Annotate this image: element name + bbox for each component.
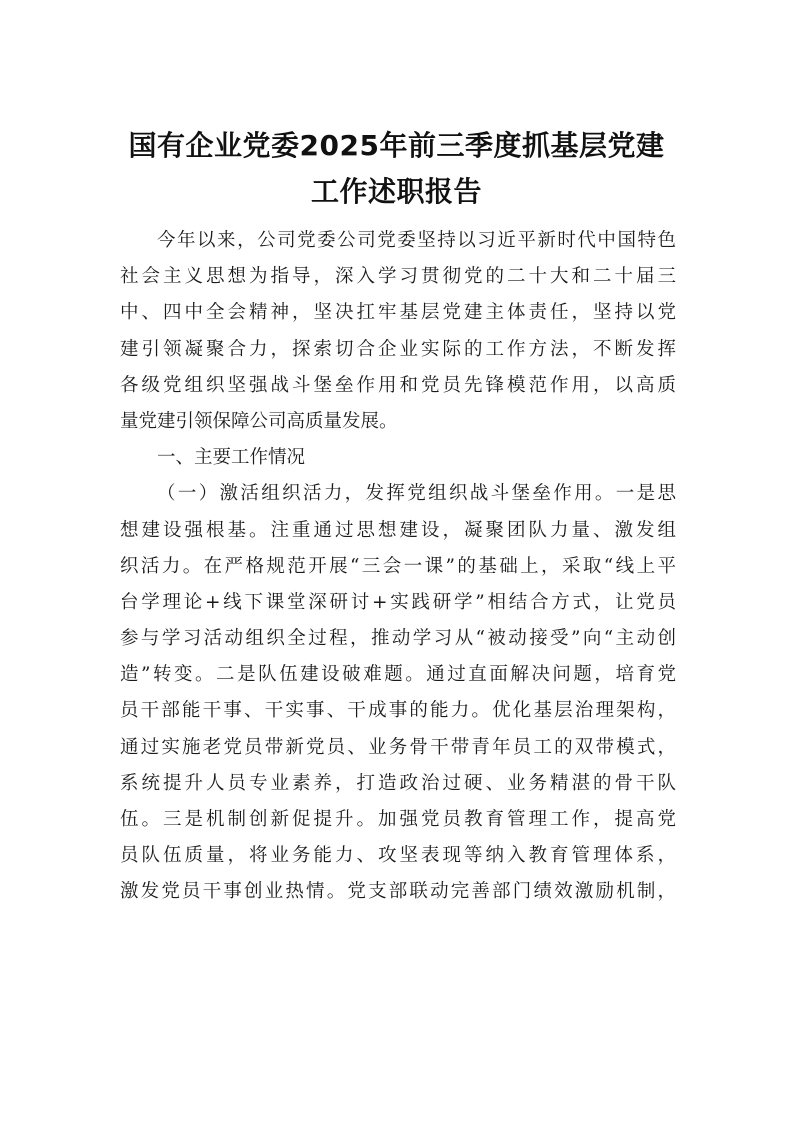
paragraph-section-1 (120, 476, 676, 910)
text-line: 想建设强根基。注重通过思想建设，凝聚团队力量、激发组 (120, 519, 676, 541)
section-heading (120, 440, 676, 476)
text-line: 建引领凝聚合力，探索切合企业实际的工作方法，不断发挥 (120, 338, 676, 360)
document-title-line-1: 国有企业党委2025年前三季度抓基层党建 (128, 129, 665, 162)
text-line: 台学理论+线下课堂深研讨+实践研学”相结合方式，让党员 (120, 591, 676, 613)
document-title-line-2: 工作述职报告 (310, 175, 482, 208)
paragraph-intro (120, 223, 676, 440)
text-line: 系统提升人员专业素养，打造政治过硬、业务精湛的骨干队 (120, 772, 676, 794)
text-line: 各级党组织坚强战斗堡垒作用和党员先锋模范作用，以高质 (120, 374, 676, 396)
document-body (120, 223, 676, 911)
text-line: 中、四中全会精神，坚决扛牢基层党建主体责任，坚持以党 (120, 302, 676, 324)
text-line: 织活力。在严格规范开展“三会一课”的基础上，采取“线上平 (120, 555, 676, 577)
text-line: 员队伍质量，将业务能力、攻坚表现等纳入教育管理体系， (120, 845, 676, 867)
text-line: 量党建引领保障公司高质量发展。 (120, 410, 398, 432)
text-line: 参与学习活动组织全过程，推动学习从“被动接受”向“主动创 (120, 628, 676, 650)
text-line: 伍。三是机制创新促提升。加强党员教育管理工作，提高党 (120, 809, 676, 830)
text-line: （一）激活组织活力，发挥党组织战斗堡垒作用。一是思 (157, 483, 676, 505)
text-line: 员干部能干事、干实事、干成事的能力。优化基层治理架构， (120, 700, 676, 722)
text-line: 激发党员干事创业热情。党支部联动完善部门绩效激励机制， (120, 881, 676, 903)
text-line: 通过实施老党员带新党员、业务骨干带青年员工的双带模式， (120, 736, 676, 758)
section-heading-text: 一、主要工作情况 (157, 447, 306, 469)
text-line: 社会主义思想为指导，深入学习贯彻党的二十大和二十届三 (120, 266, 676, 288)
text-line: 今年以来，公司党委公司党委坚持以习近平新时代中国特色 (157, 230, 676, 251)
text-line: 造”转变。二是队伍建设破难题。通过直面解决问题，培育党 (120, 664, 676, 686)
